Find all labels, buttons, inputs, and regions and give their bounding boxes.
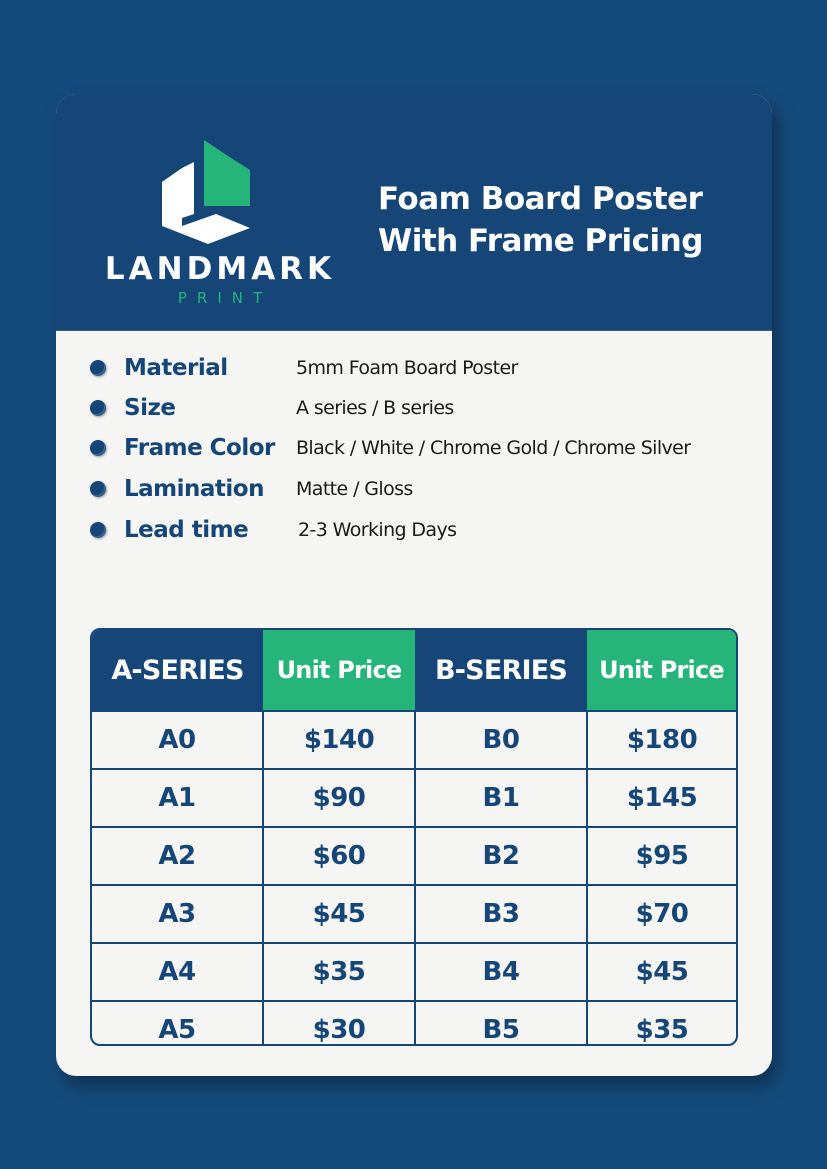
brand-subtitle: PRINT (177, 289, 273, 307)
spec-label: Size (124, 395, 176, 421)
spec-value: A series / B series (296, 397, 454, 419)
spec-item-size (56, 388, 772, 428)
a-price-cell: $45 (263, 885, 415, 943)
b-price-cell: $35 (587, 1001, 736, 1046)
spec-item-lamination (56, 469, 772, 509)
a-size-cell: A0 (92, 711, 263, 769)
title-line-1: Foam Board Poster (378, 181, 703, 217)
bullet-icon (90, 400, 106, 416)
b-size-cell: B3 (415, 885, 587, 943)
b-size-cell: B1 (415, 769, 587, 827)
b-size-cell: B0 (415, 711, 587, 769)
page-title (378, 178, 758, 262)
table-row (92, 1001, 736, 1046)
b-price-cell: $45 (587, 943, 736, 1001)
table-header-row (92, 630, 736, 711)
spec-label: Material (124, 355, 228, 381)
b-size-cell: B2 (415, 827, 587, 885)
spec-value: 5mm Foam Board Poster (296, 357, 518, 379)
header-b-series: B-SERIES (415, 630, 587, 711)
a-price-cell: $60 (263, 827, 415, 885)
spec-label: Lead time (124, 517, 249, 543)
spec-label: Lamination (124, 476, 264, 502)
a-price-cell: $90 (263, 769, 415, 827)
a-size-cell: A2 (92, 827, 263, 885)
table-row (92, 885, 736, 943)
bullet-icon (90, 522, 106, 538)
spec-value: Black / White / Chrome Gold / Chrome Silver (296, 437, 691, 459)
table-row (92, 943, 736, 1001)
spec-value: Matte / Gloss (296, 478, 413, 500)
header-b-unit-price: Unit Price (587, 630, 736, 711)
b-price-cell: $95 (587, 827, 736, 885)
b-price-cell: $180 (587, 711, 736, 769)
a-size-cell: A4 (92, 943, 263, 1001)
spec-item-frame-color (56, 428, 772, 468)
landmark-logo-icon (160, 138, 252, 248)
a-price-cell: $30 (263, 1001, 415, 1046)
header-a-series: A-SERIES (92, 630, 263, 711)
pricing-table (90, 628, 738, 1046)
a-size-cell: A3 (92, 885, 263, 943)
header-a-unit-price: Unit Price (263, 630, 415, 711)
header-banner (56, 94, 772, 331)
table-row (92, 827, 736, 885)
spec-value: 2-3 Working Days (298, 519, 457, 541)
bullet-icon (90, 481, 106, 497)
table-row (92, 711, 736, 769)
a-size-cell: A1 (92, 769, 263, 827)
table-row (92, 769, 736, 827)
a-size-cell: A5 (92, 1001, 263, 1046)
b-price-cell: $145 (587, 769, 736, 827)
b-size-cell: B5 (415, 1001, 587, 1046)
a-price-cell: $35 (263, 943, 415, 1001)
bullet-icon (90, 440, 106, 456)
bullet-icon (90, 360, 106, 376)
b-price-cell: $70 (587, 885, 736, 943)
brand-name: LANDMARK (104, 251, 336, 287)
a-price-cell: $140 (263, 711, 415, 769)
spec-item-material (56, 348, 772, 388)
b-size-cell: B4 (415, 943, 587, 1001)
pricing-card (56, 94, 772, 1076)
title-line-2: With Frame Pricing (378, 223, 703, 259)
spec-label: Frame Color (124, 435, 275, 461)
spec-item-lead-time (56, 510, 772, 550)
